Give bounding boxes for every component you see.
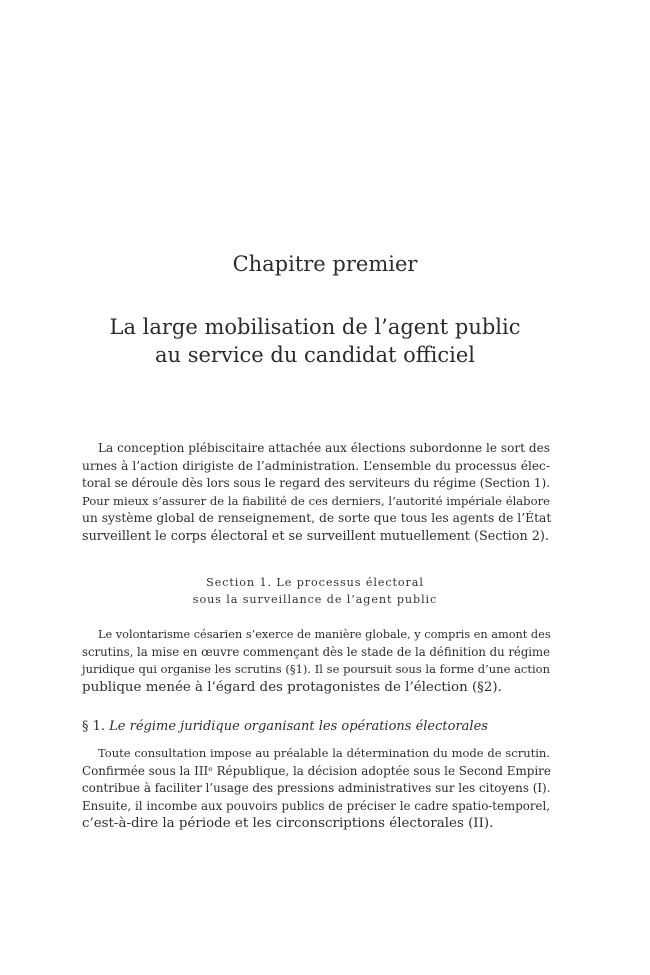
paragraph-line: scrutins, la mise en œuvre commençant dès le stade de la définition du régime — [82, 644, 551, 659]
paragraph-line: toral se déroule dès lors sous le regard des serviteurs du régime (Section 1). — [82, 476, 551, 491]
section-heading — [0, 574, 630, 608]
chapter-title-line: La large mobilisation de l’agent public — [109, 315, 521, 339]
paragraph-line: un système global de renseignement, de sorte que tous les agents de l’État — [82, 511, 552, 526]
paragraph-line: c’est-à-dire la période et les circonscriptions électorales (II). — [82, 816, 494, 832]
paragraph-line: juridique qui organise les scrutins (§1). Il se poursuit sous la forme d’une action — [82, 662, 550, 677]
subsection-heading — [82, 718, 488, 736]
paragraph-line: Pour mieux s’assurer de la fiabilité de ces derniers, l’autorité impériale élabore — [82, 493, 550, 508]
section-heading-line: Section 1. Le processus électoral — [206, 576, 424, 589]
section-heading-line: sous la surveillance de l’agent public — [192, 593, 438, 606]
section-paragraph — [82, 626, 550, 696]
paragraph-line: Ensuite, il incombe aux pouvoirs publics de préciser le cadre spatio-temporel, — [82, 798, 550, 813]
subsection-title: Le régime juridique organisant les opérations électorales — [109, 719, 488, 734]
paragraph-line: Toute consultation impose au préalable la détermination du mode de scrutin. — [98, 746, 550, 760]
paragraph-line: Confirmée sous la IIIᵉ République, la décision adoptée sous le Second Empire — [82, 763, 551, 778]
paragraph-line: Le volontarisme césarien s’exerce de manière globale, y compris en amont des — [98, 628, 551, 641]
paragraph-line: urnes à l’action dirigiste de l’administration. L’ensemble du processus élec- — [82, 458, 550, 473]
intro-paragraph — [82, 440, 550, 546]
paragraph-line: contribue à faciliter l’usage des pressions administratives sur les citoyens (I). — [82, 781, 551, 796]
chapter-label: Chapitre premier — [232, 252, 418, 276]
chapter-title — [0, 313, 630, 369]
chapter-title-line: au service du candidat officiel — [155, 343, 475, 367]
paragraph-line: La conception plébiscitaire attachée aux élections subordonne le sort des — [98, 441, 550, 455]
subsection-paragraph — [82, 745, 550, 833]
subsection-number: § 1. — [82, 719, 110, 734]
paragraph-line: surveillent le corps électoral et se surveillent mutuellement (Section 2). — [82, 528, 549, 544]
paragraph-line: publique menée à l’égard des protagonistes de l’élection (§2). — [82, 679, 502, 695]
